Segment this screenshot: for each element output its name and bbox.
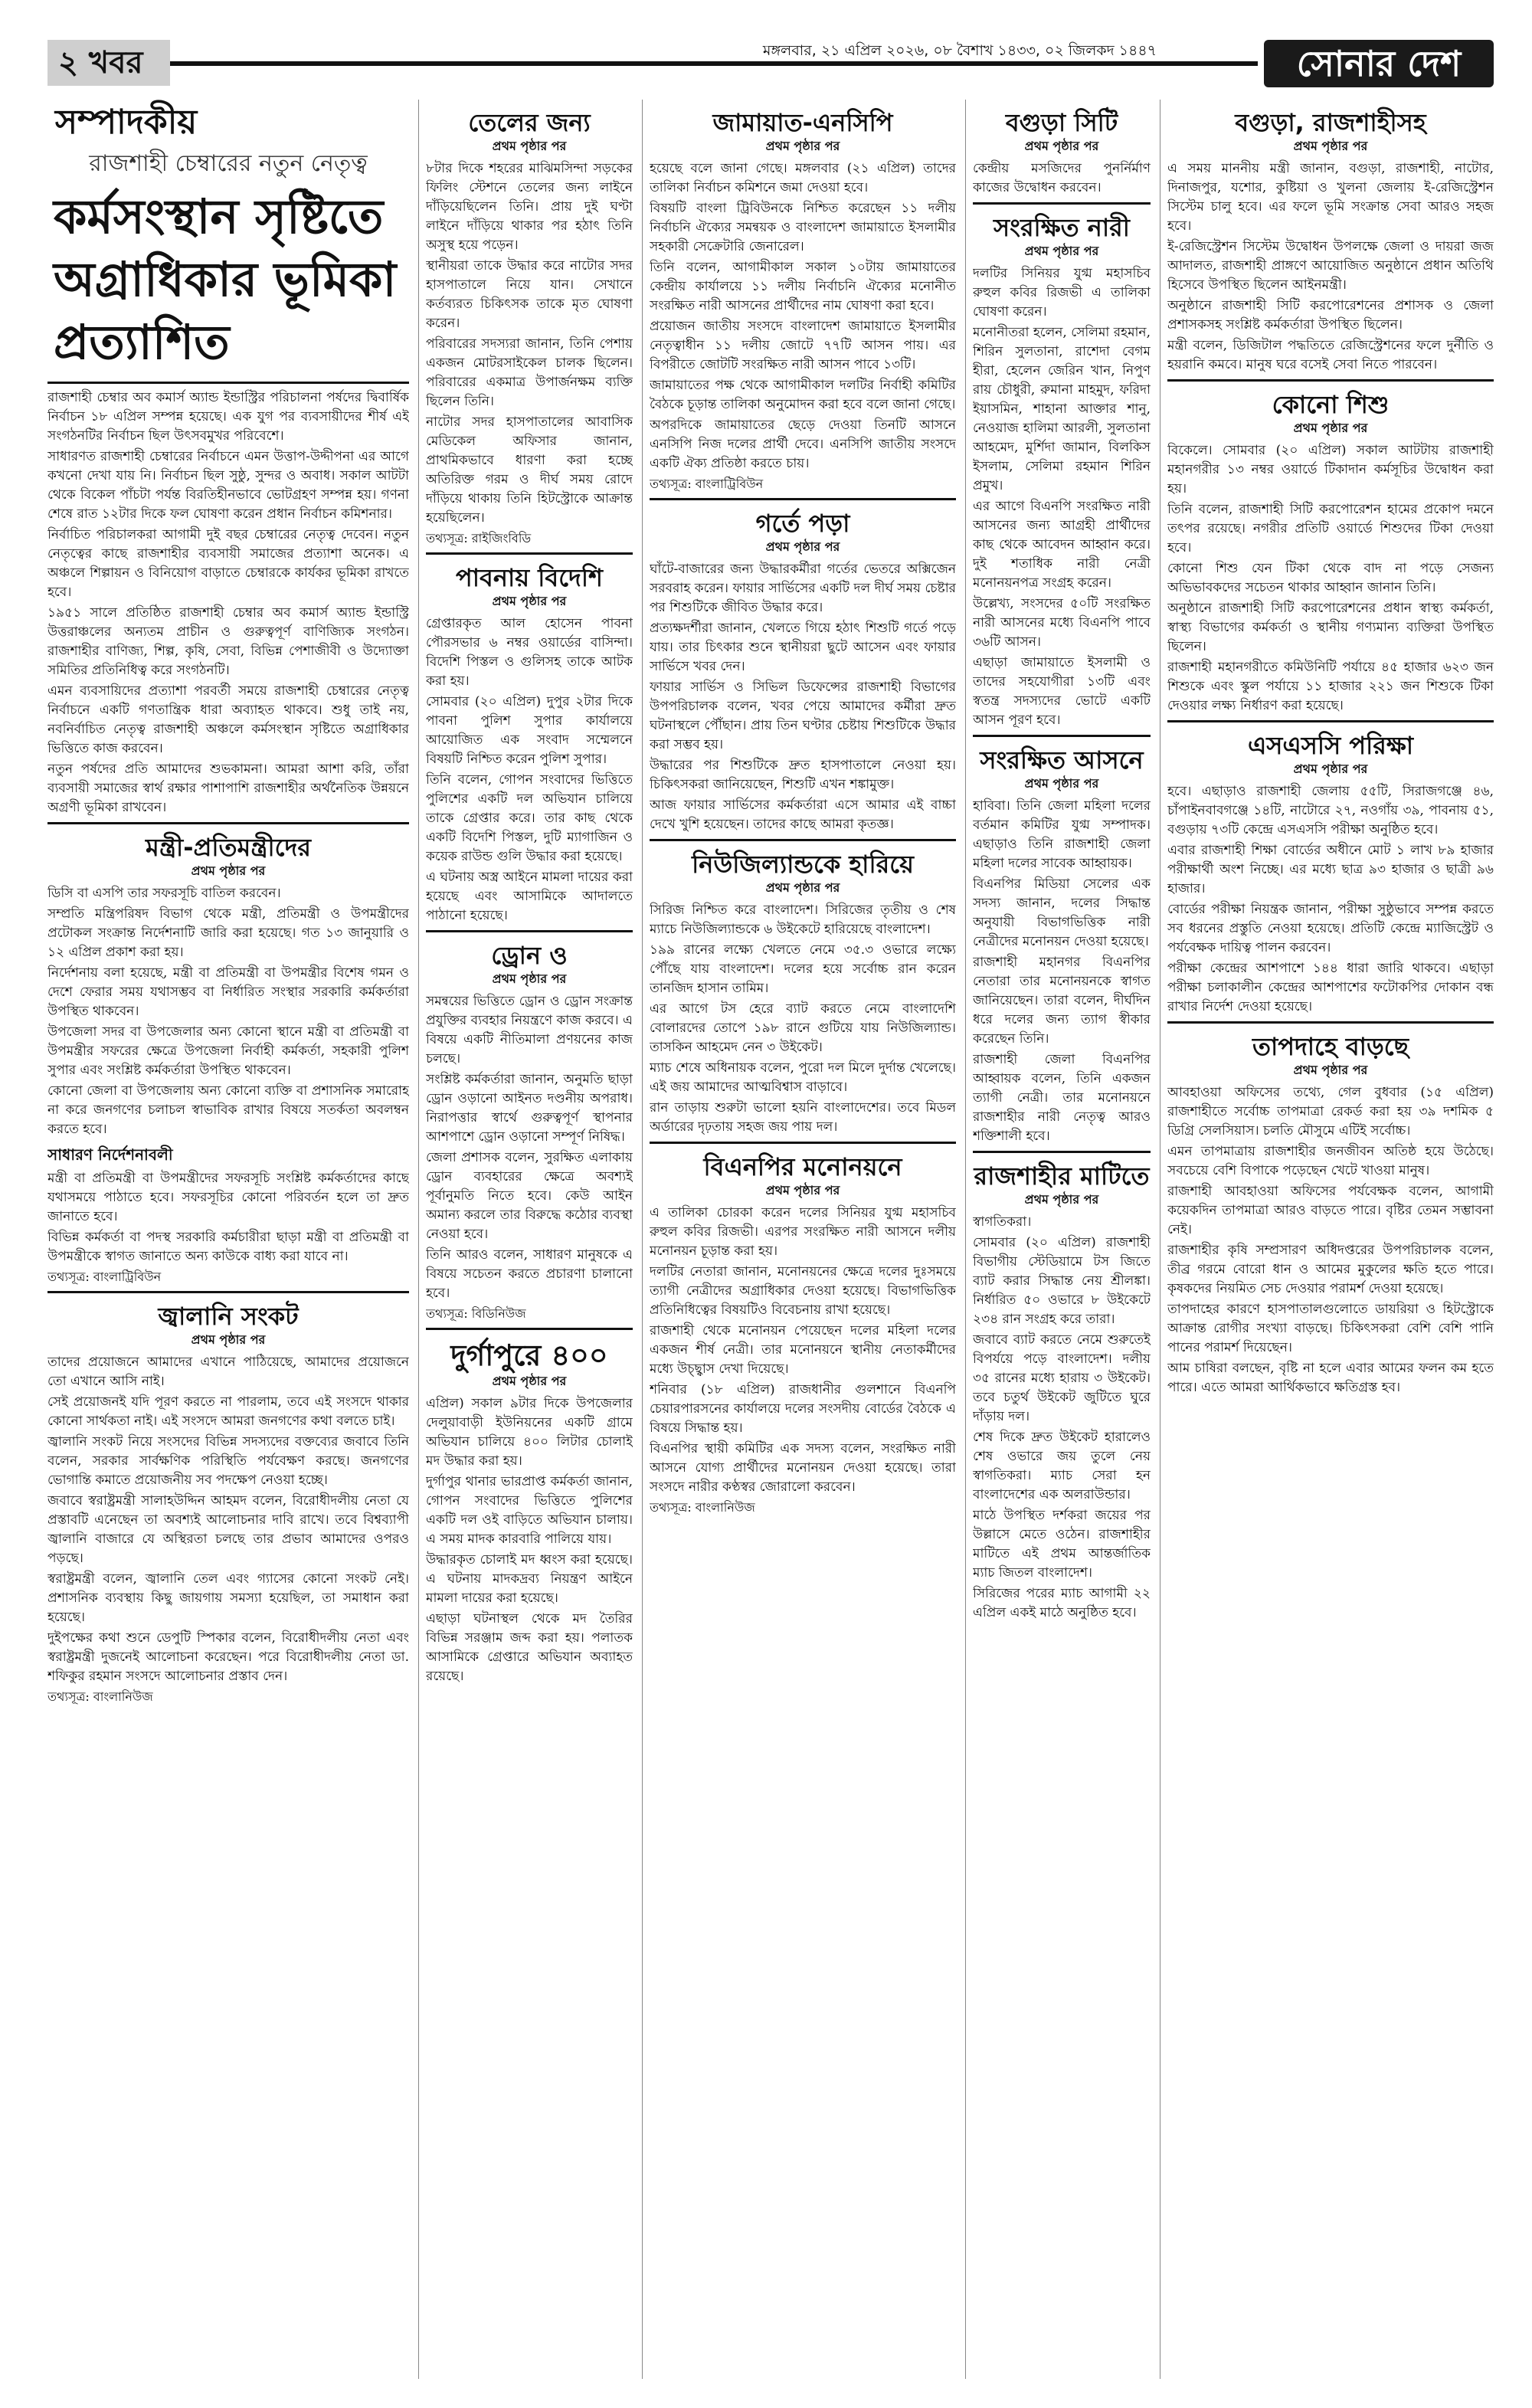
article-bnp-nomination — [650, 1152, 956, 1517]
column-3 — [650, 100, 956, 2383]
editorial-subtitle: রাজশাহী চেম্বারের নতুন নেতৃত্ব — [89, 150, 368, 177]
article-headline: কোনো শিশু — [1272, 390, 1390, 419]
divider — [426, 552, 633, 555]
article-paragraph: রাজশাহী মহানগরীতে কমিউনিটি পর্যায়ে ৪৫ হাজার ৬২৩ জন শিশুকে এবং স্কুল পর্যায়ে ১১ হাজার ২২১ জন শিশুকে টিকা দেওয়ার লক্ষ্য নির্ধারণ করা হয়েছে। — [1167, 660, 1494, 713]
editorial-paragraph: এমন ব্যবসায়িদের প্রত্যাশা পরবর্তী সময়ে রাজশাহী চেম্বারের নেতৃত্ব নির্বাচনে একটি গণতান্ত্রিক ধারা অব্যাহত থাকবে। শুধু তাই নয়, নবনির্বাচিত নেতৃত্ব রাজশাহী অঞ্চলে কর্মসংস্থান সৃষ্টিতে অগ্রাধিকার ভিত্তিতে কাজ করবেন। — [47, 683, 409, 756]
article-ssc-exam — [1167, 730, 1494, 1017]
column-5 — [1167, 100, 1494, 2383]
article-paragraph: আজ ফায়ার সার্ভিসের কর্মকর্তারা এসে আমার এই বাচ্চা দেখে খুশি হয়েছেন। তাদের কাছে আমরা কৃতজ্ঞ। — [650, 798, 956, 832]
article-continuation: প্রথম পৃষ্ঠার পর — [765, 539, 840, 554]
page-header — [47, 40, 1494, 90]
article-paragraph: এছাড়া ঘটনাস্থল থেকে মদ তৈরির বিভিন্ন সরঞ্জাম জব্দ করা হয়। পলাতক আসামিকে গ্রেপ্তারে অভিযান অব্যাহত রয়েছে। — [426, 1611, 633, 1684]
article-paragraph: হবে। এছাড়াও রাজশাহী জেলায় ৫৫টি, সিরাজগঞ্জে ৪৬, চাঁপাইনবাবগঞ্জে ১৪টি, নাটোরে ২৭, নওগাঁয় ৩৯, পাবনায় ৫১, বগুড়ায় ৭৩টি কেন্দ্রে এসএসসি পরীক্ষা অনুষ্ঠিত হবে। — [1167, 784, 1494, 837]
article-paragraph: পরিবারের সদস্যরা জানান, তিনি পেশায় একজন মোটরসাইকেল চালক ছিলেন। পরিবারের একমাত্র উপার্জনক্ষম ব্যক্তি ছিলেন তিনি। — [426, 336, 633, 409]
editorial-paragraph: নতুন পর্ষদের প্রতি আমাদের শুভকামনা। আমরা আশা করি, তাঁরা ব্যবসায়ী সমাজের স্বার্থ রক্ষার পাশাপাশি রাজশাহীর অর্থনৈতিক উন্নয়নে অগ্রণী ভূমিকা রাখবেন। — [47, 762, 409, 815]
article-paragraph: দলটির সিনিয়র যুগ্ম মহাসচিব রুহুল কবির রিজভী এ তালিকা ঘোষণা করেন। — [973, 266, 1151, 319]
article-paragraph: সম্প্রতি মন্ত্রিপরিষদ বিভাগ থেকে মন্ত্রী, প্রতিমন্ত্রী ও উপমন্ত্রীদের প্রটোকল সংক্রান্ত নির্দেশনাটি জারি করা হয়েছে। গত ১৩ জানুয়ারি ও ১২ এপ্রিল প্রকাশ করা হয়। — [47, 906, 409, 960]
divider — [973, 1151, 1151, 1153]
article-paragraph: রাজশাহী জেলা বিএনপির আহ্বায়ক বলেন, তিনি একজন ত্যাগী নেত্রী। তার মনোনয়নে রাজশাহীর নারী নেতৃত্ব আরও শক্তিশালী হবে। — [973, 1052, 1151, 1144]
article-body — [1167, 159, 1494, 375]
article-continuation: প্রথম পৃষ্ঠার পর — [1024, 244, 1099, 258]
article-paragraph: এ ঘটনায় অস্ত্র আইনে মামলা দায়ের করা হয়েছে এবং আসামিকে আদালতে পাঠানো হয়েছে। — [426, 870, 633, 923]
page-number: ২ খবর — [47, 40, 170, 86]
article-continuation: প্রথম পৃষ্ঠার পর — [765, 1183, 840, 1197]
divider — [1167, 720, 1494, 722]
article-reserved-seat — [973, 745, 1151, 1146]
divider — [650, 1142, 956, 1144]
article-continuation: প্রথম পৃষ্ঠার পর — [191, 1332, 266, 1347]
article-paragraph: সিরিজ নিশ্চিত করে বাংলাদেশ। সিরিজের তৃতীয় ও শেষ ম্যাচে নিউজিল্যান্ডকে ৬ উইকেটে হারিয়েছে বাংলাদেশ। — [650, 903, 956, 937]
article-paragraph: তাপদাহের কারণে হাসপাতালগুলোতে ডায়রিয়া ও হিটস্ট্রোকে আক্রান্ত রোগীর সংখ্যা বাড়ছে। চিকিৎসকরা বেশি বেশি পানি পানের পরামর্শ দিয়েছেন। — [1167, 1302, 1494, 1355]
article-jamaat-ncp — [650, 107, 956, 493]
article-body — [426, 614, 633, 926]
article-bogura-rajshahi — [1167, 107, 1494, 375]
article-continuation: প্রথম পৃষ্ঠার পর — [1293, 1063, 1368, 1077]
article-headline: মন্ত্রী-প্রতিমন্ত্রীদের — [146, 833, 311, 862]
editorial-body — [47, 388, 409, 817]
article-body — [973, 264, 1151, 730]
article-continuation: প্রথম পৃষ্ঠার পর — [492, 594, 567, 608]
article-headline: পাবনায় বিদেশি — [456, 563, 603, 592]
divider — [47, 382, 409, 384]
article-body — [650, 560, 956, 834]
article-paragraph: এর আগে টস হেরে ব্যাট করতে নেমে বাংলাদেশি বোলারদের তোপে ১৯৮ রানে গুটিয়ে যায় নিউজিল্যান্ড। তাসকিন আহমেদ নেন ৩ উইকেট। — [650, 1001, 956, 1055]
article-paragraph: তিনি বলেন, রাজশাহী সিটি করপোরেশন হামের প্রকোপ দমনে তৎপর রয়েছে। নগরীর প্রতিটি ওয়ার্ডে শিশুদের টিকা দেওয়া হবে। — [1167, 502, 1494, 555]
article-body — [973, 1213, 1151, 1623]
article-headline: জ্বালানি সংকট — [158, 1302, 299, 1331]
article-continuation: প্রথম পৃষ্ঠার পর — [492, 1374, 567, 1388]
editorial-paragraph: নির্বাচিত পরিচালকরা আগামী দুই বছর চেম্বারের নেতৃত্ব দেবেন। নতুন নেতৃত্বের কাছে রাজশাহীর ব্যবসায়ী সমাজের প্রত্যাশা অনেক। এ অঞ্চলে শিল্পায়ন ও বিনিয়োগ বাড়াতে চেম্বারকে কার্যকর ভূমিকা রাখতে হবে। — [47, 527, 409, 600]
article-paragraph: এবার রাজশাহী শিক্ষা বোর্ডের অধীনে মোট ১ লাখ ৮৯ হাজার পরীক্ষার্থী অংশ নিচ্ছে। এর মধ্যে ছাত্র ৯৩ হাজার ও ছাত্রী ৯৬ হাজার। — [1167, 843, 1494, 896]
article-headline: তাপদাহে বাড়ছে — [1252, 1032, 1409, 1061]
article-paragraph: রান তাড়ায় শুরুটা ভালো হয়নি বাংলাদেশের। তবে মিডল অর্ডারের দৃঢ়তায় সহজ জয় পায় দল। — [650, 1100, 956, 1135]
article-headline: দুর্গাপুরে ৪০০ — [450, 1338, 608, 1372]
article-paragraph: এমন তাপমাত্রায় রাজশাহীর জনজীবন অতিষ্ঠ হয়ে উঠেছে। সবচেয়ে বেশি বিপাকে পড়েছেন খেটে খাওয়া মানুষ। — [1167, 1144, 1494, 1178]
article-continuation: প্রথম পৃষ্ঠার পর — [765, 880, 840, 895]
article-paragraph: রাজশাহী থেকে মনোনয়ন পেয়েছেন দলের মহিলা দলের একজন শীর্ষ নেত্রী। তার মনোনয়নে স্থানীয় নেতাকর্মীদের মধ্যে উচ্ছ্বাস দেখা দিয়েছে। — [650, 1323, 956, 1377]
article-continuation: প্রথম পৃষ্ঠার পর — [1293, 139, 1368, 153]
article-headline: সংরক্ষিত নারী — [994, 213, 1130, 242]
article-paragraph: কোনো জেলা বা উপজেলায় অন্য কোনো ব্যক্তি বা প্রশাসনিক সমারোহ না করে জনগণের চলাচল স্বাভাবিক রাখার বিষয়ে সতর্কতা অবলম্বন করতে হবে। — [47, 1083, 409, 1137]
article-body — [973, 797, 1151, 1146]
article-paragraph: জবাবে ব্যাট করতে নেমে শুরুতেই বিপর্যয়ে পড়ে বাংলাদেশ। দলীয় ৩৫ রানের মধ্যে হারায় ৩ উইকেট। তবে চতুর্থ উইকেট জুটিতে ঘুরে দাঁড়ায় দল। — [973, 1332, 1151, 1424]
article-headline: এসএসসি পরিক্ষা — [1247, 731, 1414, 760]
article-paragraph: প্রয়োজন জাতীয় সংসদে বাংলাদেশ জামায়াতে ইসলামীর নেতৃত্বাধীন ১১ দলীয় জোটে ৭৭টি আসন পায়। এর বিপরীতে জোটটি সংরক্ষিত নারী আসন পাবে ১৩টি। — [650, 319, 956, 372]
divider — [426, 930, 633, 932]
column-4 — [973, 100, 1151, 2383]
editorial-paragraph: রাজশাহী চেম্বার অব কমার্স অ্যান্ড ইন্ডাস্ট্রির পরিচালনা পর্ষদের দ্বিবার্ষিক নির্বাচন ১৮ এপ্রিল সম্পন্ন হয়েছে। এক যুগ পর ব্যবসায়ীদের শীর্ষ এই সংগঠনটির নির্বাচন ছিল উৎসবমুখর পরিবেশে। — [47, 390, 409, 444]
article-paragraph: নির্দেশনায় বলা হয়েছে, মন্ত্রী বা প্রতিমন্ত্রী বা উপমন্ত্রীর বিশেষ গমন ও দেশে ফেরার সময় যথাসম্ভব বা নির্ধারিত সংস্থার সরকারি কর্মকর্তারা উপস্থিত থাকবেন। — [47, 965, 409, 1019]
article-paragraph: ম্যাচ শেষে অধিনায়ক বলেন, পুরো দল মিলে দুর্দান্ত খেলেছে। এই জয় আমাদের আত্মবিশ্বাস বাড়াবে। — [650, 1060, 956, 1095]
article-body — [1167, 441, 1494, 716]
date-line: মঙ্গলবার, ২১ এপ্রিল ২০২৬, ০৮ বৈশাখ ১৪৩৩, ০২ জিলকদ ১৪৪৭ — [476, 40, 1166, 60]
article-headline: বিএনপির মনোনয়নে — [703, 1152, 902, 1181]
divider — [426, 1328, 633, 1330]
article-paragraph: দুর্গাপুর থানার ভারপ্রাপ্ত কর্মকর্তা জানান, গোপন সংবাদের ভিত্তিতে পুলিশের একটি দল ওই বাড়িতে অভিযান চালায়। এ সময় মাদক কারবারি পালিয়ে যায়। — [426, 1474, 633, 1547]
article-paragraph: মন্ত্রী বা প্রতিমন্ত্রী বা উপমন্ত্রীদের সফরসূচি সংশ্লিষ্ট কর্মকর্তাদের কাছে যথাসময়ে পাঠাতে হবে। সফরসূচির কোনো পরিবর্তন হলে তা দ্রুত জানাতে হবে। — [47, 1171, 409, 1224]
divider — [973, 202, 1151, 205]
article-body — [47, 1169, 409, 1266]
article-headline: বগুড়া, রাজশাহীসহ — [1235, 108, 1426, 137]
article-paragraph: মাঠে উপস্থিত দর্শকরা জয়ের পর উল্লাসে মেতে ওঠেন। রাজশাহীর মাটিতে এই প্রথম আন্তর্জাতিক ম্যাচ জিতল বাংলাদেশ। — [973, 1508, 1151, 1581]
article-paragraph: শনিবার (১৮ এপ্রিল) রাজধানীর গুলশানে বিএনপি চেয়ারপারসনের কার্যালয়ে দলের সংসদীয় বোর্ডের বৈঠকে এ বিষয়ে সিদ্ধান্ত হয়। — [650, 1382, 956, 1436]
article-continuation: প্রথম পৃষ্ঠার পর — [1024, 1192, 1099, 1207]
article-paragraph: ফায়ার সার্ভিস ও সিভিল ডিফেন্সের রাজশাহী বিভাগের উপপরিচালক বলেন, খবর পেয়ে আমাদের কর্মীরা দ্রুত ঘটনাস্থলে পৌঁছান। প্রায় তিন ঘণ্টার চেষ্টায় শিশুটিকে উদ্ধার করা সম্ভব হয়। — [650, 680, 956, 752]
article-paragraph: মনোনীতরা হলেন, সেলিমা রহমান, শিরিন সুলতানা, রাশেদা বেগম হীরা, হেলেন জেরিন খান, নিপুণ রায় চৌধুরী, রুমানা মাহমুদ, ফরিদা ইয়াসমিন, শাহানা আক্তার শানু, নেওয়াজ হালিমা আরলী, সুলতানা আহমেদ, মুর্শিদা জামান, বিলকিস ইসলাম, সেলিমা রহমান শিরিন প্রমুখ। — [973, 325, 1151, 493]
article-paragraph: উল্লেখ্য, সংসদের ৫০টি সংরক্ষিত নারী আসনের মধ্যে বিএনপি পাবে ৩৬টি আসন। — [973, 596, 1151, 650]
article-paragraph: এছাড়া জামায়াতে ইসলামী ও তাদের সহযোগীরা ১৩টি এবং স্বতন্ত্র সদস্যদের ভোটে একটি আসন পূরণ হবে। — [973, 655, 1151, 728]
article-paragraph: বোর্ডের পরীক্ষা নিয়ন্ত্রক জানান, পরীক্ষা সুষ্ঠুভাবে সম্পন্ন করতে সব ধরনের প্রস্তুতি নেওয়া হয়েছে। প্রতিটি কেন্দ্রে ম্যাজিস্ট্রেট ও পর্যবেক্ষক দায়িত্ব পালন করবেন। — [1167, 902, 1494, 955]
article-headline: নিউজিল্যান্ডকে হারিয়ে — [692, 850, 914, 879]
article-headline: বগুড়া সিটি — [1005, 108, 1118, 137]
article-headline: গর্তে পড়া — [755, 509, 850, 538]
article-paragraph: আম চাষিরা বলছেন, বৃষ্টি না হলে এবার আমের ফলন কম হতে পারে। এতে আমরা আর্থিকভাবে ক্ষতিগ্রস্ত হব। — [1167, 1361, 1494, 1395]
article-paragraph: গ্রেপ্তারকৃত আল হোসেন পাবনা পৌরসভার ৬ নম্বর ওয়ার্ডের বাসিন্দা। বিদেশি পিস্তল ও গুলিসহ তাকে আটক করা হয়। — [426, 616, 633, 689]
masthead-logo: সোনার দেশ — [1264, 40, 1494, 87]
article-paragraph: ১৯৯ রানের লক্ষ্যে খেলতে নেমে ৩৫.৩ ওভারে লক্ষ্যে পৌঁছে যায় বাংলাদেশ। দলের হয়ে সর্বোচ্চ রান করেন তানজিদ হাসান তামিম। — [650, 942, 956, 996]
article-continuation: প্রথম পৃষ্ঠার পর — [492, 971, 567, 986]
article-continuation: প্রথম পৃষ্ঠার পর — [1024, 139, 1099, 153]
article-body — [426, 159, 633, 528]
article-body — [973, 159, 1151, 198]
article-heatwave — [1167, 1031, 1494, 1397]
article-paragraph: বিষয়টি বাংলা ট্রিবিউনকে নিশ্চিত করেছেন ১১ দলীয় নির্বাচনি ঐক্যের সমন্বয়ক ও বাংলাদেশ জামায়াতে ইসলামীর সহকারী সেক্রেটারি জেনারেল। — [650, 201, 956, 254]
article-paragraph: বিএনপির মিডিয়া সেলের এক সদস্য জানান, দলের সিদ্ধান্ত অনুযায়ী বিভাগভিত্তিক নারী নেত্রীদের মনোনয়ন দেওয়া হয়েছে। — [973, 876, 1151, 949]
article-continuation: প্রথম পৃষ্ঠার পর — [1024, 776, 1099, 791]
column-2 — [426, 100, 633, 2383]
article-paragraph: রাজশাহী আবহাওয়া অফিসের পর্যবেক্ষক বলেন, আগামী কয়েকদিন তাপমাত্রা আরও বাড়তে পারে। বৃষ্টির তেমন সম্ভাবনা নেই। — [1167, 1184, 1494, 1237]
article-source: তথ্যসূত্র: বাংলাট্রিবিউন — [47, 1270, 162, 1284]
article-paragraph: জবাবে স্বরাষ্ট্রমন্ত্রী সালাহউদ্দিন আহমদ বলেন, বিরোধীদলীয় নেতা যে প্রস্তাবটি এনেছেন তা অবশ্যই আলোচনার দাবি রাখে। তবে বিশ্বব্যাপী জ্বালানি বাজারে যে অস্থিরতা চলছে তার প্রভাব আমাদের ওপরও পড়ছে। — [47, 1493, 409, 1566]
article-body — [47, 884, 409, 1139]
article-headline: সংরক্ষিত আসনে — [980, 745, 1144, 775]
divider — [1167, 1021, 1494, 1024]
article-body — [426, 992, 633, 1303]
article-paragraph: বিকেলে। সোমবার (২০ এপ্রিল) সকাল আটটায় রাজশাহী মহানগরীর ১৩ নম্বর ওয়ার্ডে টিকাদান কর্মসূচির উদ্বোধন করা হয়। — [1167, 443, 1494, 496]
article-source: তথ্যসূত্র: রাইজিংবিডি — [426, 531, 532, 545]
article-paragraph: এ তালিকা চোরকা করেন দলের সিনিয়র যুগ্ম মহাসচিব রুহুল কবির রিজভী। এরপর সংরক্ষিত নারী আসনে দলীয় মনোনয়ন চূড়ান্ত করা হয়। — [650, 1205, 956, 1259]
article-body — [650, 901, 956, 1137]
divider — [47, 822, 409, 824]
article-paragraph: মন্ত্রী বলেন, ডিজিটাল পদ্ধতিতে রেজিস্ট্রেশনের ফলে দুর্নীতি ও হয়রানি কমবে। মানুষ ঘরে বসেই সেবা নিতে পারবেন। — [1167, 338, 1494, 372]
article-drone — [426, 940, 633, 1323]
article-paragraph: তিনি বলেন, গোপন সংবাদের ভিত্তিতে পুলিশের একটি দল অভিযান চালিয়ে তাকে গ্রেপ্তার করে। তার কাছ থেকে একটি বিদেশি পিস্তল, দুটি ম্যাগাজিন ও কয়েক রাউন্ড গুলি উদ্ধার করা হয়েছে। — [426, 772, 633, 864]
article-continuation: প্রথম পৃষ্ঠার পর — [492, 139, 567, 153]
article-paragraph: সংশ্লিষ্ট কর্মকর্তারা জানান, অনুমতি ছাড়া ড্রোন ওড়ানো আইনত দণ্ডনীয় অপরাধ। নিরাপত্তার স্বার্থে গুরুত্বপূর্ণ স্থাপনার আশপাশে ড্রোন ওড়ানো সম্পূর্ণ নিষিদ্ধ। — [426, 1072, 633, 1145]
article-paragraph: স্বাগতিকরা। — [973, 1214, 1032, 1230]
divider — [1167, 379, 1494, 382]
article-paragraph: তিনি আরও বলেন, সাধারণ মানুষকে এ বিষয়ে সচেতন করতে প্রচারণা চালানো হবে। — [426, 1247, 633, 1301]
article-source: তথ্যসূত্র: বাংলাট্রিবিউন — [650, 477, 764, 491]
article-paragraph: রাজশাহীর কৃষি সম্প্রসারণ অধিদপ্তরের উপপরিচালক বলেন, তীব্র গরমে বোরো ধান ও আমের মুকুলের ক্ষতি হতে পারে। কৃষকদের নিয়মিত সেচ দেওয়ার পরামর্শ দেওয়া হয়েছে। — [1167, 1243, 1494, 1296]
article-body — [650, 1204, 956, 1497]
article-paragraph: কেন্দ্রীয় মসজিদের পুনর্নির্মাণ কাজের উদ্বোধন করবেন। — [973, 161, 1151, 195]
article-paragraph: বিভিন্ন কর্মকর্তা বা পদস্থ সরকারি কর্মচারীরা ছাড়া মন্ত্রী বা প্রতিমন্ত্রী বা উপমন্ত্রীকে স্বাগত জানাতে অন্য কাউকে বাধ্য করা যাবে না। — [47, 1230, 409, 1264]
article-paragraph: শেষ দিকে দ্রুত উইকেট হারালেও শেষ ওভারে জয় তুলে নেয় স্বাগতিকরা। ম্যাচ সেরা হন বাংলাদেশের এক অলরাউন্ডার। — [973, 1430, 1151, 1502]
article-fuel-queue — [426, 107, 633, 548]
article-paragraph: ডিসি বা এসপি তার সফরসূচি বাতিল করবেন। — [47, 886, 281, 901]
article-source: তথ্যসূত্র: বাংলানিউজ — [47, 1689, 153, 1704]
article-body — [650, 159, 956, 473]
article-paragraph: দলটির নেতারা জানান, মনোনয়নের ক্ষেত্রে দলের দুঃসময়ে ত্যাগী নেত্রীদের অগ্রাধিকার দেওয়া হয়েছে। বিভাগভিত্তিক প্রতিনিধিত্বের বিষয়টিও বিবেচনায় রাখা হয়েছে। — [650, 1264, 956, 1318]
article-headline: জামায়াত-এনসিপি — [712, 108, 893, 137]
article-durgapur — [426, 1338, 633, 1686]
article-paragraph: ৮টার দিকে শহরের মাঝিমসিন্দা সড়কের ফিলিং স্টেশনে তেলের জন্য লাইনে দাঁড়িয়েছিলেন তিনি। প্রায় দুই ঘণ্টা লাইনে দাঁড়িয়ে থাকার পর হঠাৎ তিনি অসুস্থ হয়ে পড়েন। — [426, 161, 633, 253]
article-paragraph: উদ্ধারের পর শিশুটিকে দ্রুত হাসপাতালে নেওয়া হয়। চিকিৎসকরা জানিয়েছেন, শিশুটি এখন শঙ্কামুক্ত। — [650, 758, 956, 792]
article-paragraph: বিএনপির স্থায়ী কমিটির এক সদস্য বলেন, সংরক্ষিত নারী আসনে যোগ্য প্রার্থীদের মনোনয়ন দেওয়া হয়েছে। তারা সংসদে নারীর কণ্ঠস্বর জোরালো করবেন। — [650, 1441, 956, 1495]
article-pit-fall — [650, 508, 956, 834]
column-rule — [418, 100, 419, 2379]
article-headline: ড্রোন ও — [491, 941, 568, 970]
article-paragraph: স্বরাষ্ট্রমন্ত্রী বলেন, জ্বালানি তেল এবং গ্যাসের কোনো সংকট নেই। প্রশাসনিক ব্যবস্থায় কিছু জায়গায় সমস্যা হয়েছিল, তা সমাধান করা হয়েছে। — [47, 1571, 409, 1625]
article-section-label: সাধারণ নির্দেশনাবলী — [47, 1145, 173, 1164]
article-paragraph: অপরদিকে জামায়াতের ছেড়ে দেওয়া তিনটি আসনে এনসিপি নিজ দলের প্রার্থী দেবে। এনসিপি জাতীয় সংসদে একটি ঐক্য প্রতিষ্ঠা করতে চায়। — [650, 418, 956, 471]
article-headline: রাজশাহীর মাটিতে — [974, 1161, 1150, 1191]
article-paragraph: সোমবার (২০ এপ্রিল) রাজশাহী বিভাগীয় স্টেডিয়ামে টস জিতে ব্যাট করার সিদ্ধান্ত নেয় শ্রীলঙ্কা। নির্ধারিত ৫০ ওভারে ৮ উইকেটে ২৩৪ রান সংগ্রহ করে তারা। — [973, 1235, 1151, 1327]
article-paragraph: অনুষ্ঠানে রাজশাহী সিটি করপোরেশনের প্রশাসক ও জেলা প্রশাসকসহ সংশ্লিষ্ট কর্মকর্তারা উপস্থিত ছিলেন। — [1167, 298, 1494, 333]
column-rule — [965, 100, 966, 2379]
article-source: তথ্যসূত্র: বিডিনিউজ — [426, 1306, 526, 1321]
editorial-section-label: সম্পাদকীয় — [55, 103, 198, 142]
editorial-title: কর্মসংস্থান সৃষ্টিতে অগ্রাধিকার ভূমিকা প্রত্যাশিত — [54, 188, 397, 370]
column-rule — [642, 100, 643, 2379]
header-rule — [170, 61, 1258, 66]
article-paragraph: অনুষ্ঠানে রাজশাহী সিটি করপোরেশনের প্রধান স্বাস্থ্য কর্মকর্তা, স্বাস্থ্য বিভাগের কর্মকর্তা ও স্থানীয় গণ্যমান্য ব্যক্তিরা উপস্থিত ছিলেন। — [1167, 601, 1494, 654]
article-paragraph: সেই প্রয়োজনই যদি পূরণ করতে না পারলাম, তবে এই সংসদে থাকার কোনো সার্থকতা নাই। এই সংসদে আমরা জনগণের কথা বলতে চাই। — [47, 1394, 409, 1429]
editorial-box — [47, 100, 409, 817]
article-headline: তেলের জন্য — [468, 108, 591, 137]
article-paragraph: জেলা প্রশাসক বলেন, সুরক্ষিত এলাকায় ড্রোন ব্যবহারের ক্ষেত্রে অবশ্যই পূর্বানুমতি নিতে হবে। কেউ আইন অমান্য করলে তার বিরুদ্ধে কঠোর ব্যবস্থা নেওয়া হবে। — [426, 1150, 633, 1242]
article-paragraph: তাদের প্রয়োজনে আমাদের এখানে পাঠিয়েছে, আমাদের প্রয়োজনে তো এখানে আসি নাই। — [47, 1355, 409, 1389]
article-paragraph: সোমবার (২০ এপ্রিল) দুপুর ২টার দিকে পাবনা পুলিশ সুপার কার্যালয়ে আয়োজিত এক সংবাদ সম্মেলনে বিষয়টি নিশ্চিত করেন পুলিশ সুপার। — [426, 694, 633, 767]
article-continuation: প্রথম পৃষ্ঠার পর — [191, 863, 266, 878]
article-body — [1167, 782, 1494, 1017]
editorial-paragraph: ১৯৫১ সালে প্রতিষ্ঠিত রাজশাহী চেম্বার অব কমার্স অ্যান্ড ইন্ডাস্ট্রি উত্তরাঞ্চলের অন্যতম প্রাচীন ও গুরুত্বপূর্ণ বাণিজ্যিক সংগঠন। রাজশাহীর বাণিজ্য, শিল্প, কৃষি, সেবা, বিভিন্ন পেশাজীবী ও উদ্যোক্তা সমিতির প্রতিনিধিত্ব করে সংগঠনটি। — [47, 605, 409, 678]
article-paragraph: সমন্বয়ের ভিত্তিতে ড্রোন ও ড্রোন সংক্রান্ত প্রযুক্তির ব্যবহার নিয়ন্ত্রণে কাজ করবে। এ বিষয়ে একটি নীতিমালা প্রণয়নের কাজ চলছে। — [426, 994, 633, 1066]
article-body — [426, 1394, 633, 1686]
article-paragraph: দুইপক্ষের কথা শুনে ডেপুটি স্পিকার বলেন, বিরোধীদলীয় নেতা এবং স্বরাষ্ট্রমন্ত্রী দুজনেই আলোচনা করেছেন। পরে বিরোধীদলীয় নেতা ডা. শফিকুর রহমান সংসদে আলোচনার প্রস্তাব দেন। — [47, 1630, 409, 1684]
article-paragraph: জামায়াতের পক্ষ থেকে আগামীকাল দলটির নির্বাহী কমিটির বৈঠকে চূড়ান্ত তালিকা অনুমোদন করা হবে বলে জানা গেছে। — [650, 378, 956, 412]
article-rajshahi-soil — [973, 1161, 1151, 1623]
article-body — [1167, 1083, 1494, 1397]
article-paragraph: আবহাওয়া অফিসের তথ্যে, গেল বুধবার (১৫ এপ্রিল) রাজশাহীতে সর্বোচ্চ তাপমাত্রা রেকর্ড করা হয় ৩৯ দশমিক ৫ ডিগ্রি সেলসিয়াস। চলতি মৌসুমে এটিই সর্বোচ্চ। — [1167, 1085, 1494, 1138]
article-paragraph: কোনো শিশু যেন টিকা থেকে বাদ না পড়ে সেজন্য অভিভাবকদের সচেতন থাকার আহ্বান জানান তিনি। — [1167, 561, 1494, 595]
article-paragraph: উদ্ধারকৃত চোলাই মদ ধ্বংস করা হয়েছে। এ ঘটনায় মাদকদ্রব্য নিয়ন্ত্রণ আইনে মামলা দায়ের করা হয়েছে। — [426, 1552, 633, 1606]
article-paragraph: তিনি বলেন, আগামীকাল সকাল ১০টায় জামায়াতের কেন্দ্রীয় কার্যালয়ে ১১ দলীয় নির্বাচনি ঐক্যের মনোনীত সংরক্ষিত নারী আসনের প্রার্থীদের নাম ঘোষণা করা হবে। — [650, 260, 956, 313]
article-paragraph: এর আগে বিএনপি সংরক্ষিত নারী আসনের জন্য আগ্রহী প্রার্থীদের কাছ থেকে আবেদন আহ্বান করে। দুই শতাধিক নারী নেত্রী মনোনয়নপত্র সংগ্রহ করেন। — [973, 499, 1151, 591]
article-fuel-crisis — [47, 1301, 409, 1706]
divider — [47, 1291, 409, 1293]
article-paragraph: রাজশাহী মহানগর বিএনপির নেতারা তার মনোনয়নকে স্বাগত জানিয়েছেন। তারা বলেন, দীর্ঘদিন ধরে দলের জন্য ত্যাগ স্বীকার করেছেন তিনি। — [973, 955, 1151, 1047]
article-reserved-women — [973, 212, 1151, 730]
article-paragraph: হাবিবা। তিনি জেলা মহিলা দলের বর্তমান কমিটির যুগ্ম সম্পাদক। এছাড়াও তিনি রাজশাহী জেলা মহিলা দলের সাবেক আহ্বায়ক। — [973, 798, 1151, 871]
article-bogura-city — [973, 107, 1151, 198]
article-paragraph: জ্বালানি সংকট নিয়ে সংসদের বিভিন্ন সদস্যদের বক্তব্যের জবাবে তিনি বলেন, সরকার সার্বক্ষণিক পরিস্থিতি পর্যবেক্ষণ করছে। জনগণের ভোগান্তি কমাতে প্রয়োজনীয় সব পদক্ষেপ নেওয়া হচ্ছে। — [47, 1434, 409, 1488]
article-paragraph: এপ্রিল) সকাল ৯টার দিকে উপজেলার দেলুয়াবাড়ী ইউনিয়নের একটি গ্রামে অভিযান চালিয়ে ৪০০ লিটার চোলাই মদ উদ্ধার করা হয়। — [426, 1396, 633, 1469]
article-continuation: প্রথম পৃষ্ঠার পর — [1293, 762, 1368, 776]
article-paragraph: নাটোর সদর হাসপাতালের আবাসিক মেডিকেল অফিসার জানান, প্রাথমিকভাবে ধারণা করা হচ্ছে অতিরিক্ত গরম ও দীর্ঘ সময় রোদে দাঁড়িয়ে থাকায় তিনি হিটস্ট্রোকে আক্রান্ত হয়েছিলেন। — [426, 414, 633, 526]
article-continuation: প্রথম পৃষ্ঠার পর — [1293, 421, 1368, 435]
article-pabna — [426, 562, 633, 926]
editorial-paragraph: সাধারণত রাজশাহী চেম্বারের নির্বাচনে এমন উত্তাপ-উদ্দীপনা এর আগে কখনো দেখা যায় নি। নির্বাচন ছিল সুষ্ঠু, সুন্দর ও অবাধ। সকাল আটটা থেকে বিকেল পাঁচটা পর্যন্ত বিরতিহীনভাবে ভোটগ্রহণ সম্পন্ন হয়। গণনা শেষে রাত ১২টার দিকে ফল ঘোষণা করেন প্রধান নির্বাচন কমিশনার। — [47, 449, 409, 522]
article-ministers — [47, 832, 409, 1286]
article-paragraph: প্রত্যক্ষদর্শীরা জানান, খেলতে গিয়ে হঠাৎ শিশুটি গর্তে পড়ে যায়। তার চিৎকার শুনে স্থানীয়রা ছুটে আসেন এবং ফায়ার সার্ভিসে খবর দেন। — [650, 621, 956, 674]
divider — [650, 839, 956, 841]
article-paragraph: উপজেলা সদর বা উপজেলার অন্য কোনো স্থানে মন্ত্রী বা প্রতিমন্ত্রী বা উপমন্ত্রীর সফরের ক্ষেত্রে উপজেলা নির্বাহী কর্মকর্তা, সহকারী পুলিশ সুপার এবং সংশ্লিষ্ট কর্মকর্তারা উপস্থিত থাকবেন। — [47, 1024, 409, 1078]
divider — [650, 498, 956, 500]
article-continuation: প্রথম পৃষ্ঠার পর — [765, 139, 840, 153]
column-1 — [47, 100, 409, 2383]
article-no-child — [1167, 389, 1494, 716]
article-paragraph: ঘাঁটে-বাজারের জন্য উদ্ধারকর্মীরা গর্তের ভেতরে অক্সিজেন সরবরাহ করেন। ফায়ার সার্ভিসের একটি দল দীর্ঘ সময় চেষ্টার পর শিশুটিকে জীবিত উদ্ধার করে। — [650, 562, 956, 615]
article-paragraph: এ সময় মাননীয় মন্ত্রী জানান, বগুড়া, রাজশাহী, নাটোর, দিনাজপুর, যশোর, কুষ্টিয়া ও খুলনা জেলায় ই-রেজিস্ট্রেশন সিস্টেম চালু হবে। এর ফলে ভূমি সংক্রান্ত সেবা আরও সহজ হবে। — [1167, 161, 1494, 234]
article-newzealand — [650, 849, 956, 1137]
article-paragraph: ই-রেজিস্ট্রেশন সিস্টেম উদ্বোধন উপলক্ষে জেলা ও দায়রা জজ আদালত, রাজশাহী প্রাঙ্গণে আয়োজিত অনুষ্ঠানে প্রধান অতিথি হিসেবে উপস্থিত ছিলেন আইনমন্ত্রী। — [1167, 239, 1494, 293]
article-paragraph: হয়েছে বলে জানা গেছে। মঙ্গলবার (২১ এপ্রিল) তাদের তালিকা নির্বাচন কমিশনে জমা দেওয়া হবে। — [650, 161, 956, 195]
article-paragraph: স্থানীয়রা তাকে উদ্ধার করে নাটোর সদর হাসপাতালে নিয়ে যান। সেখানে কর্তব্যরত চিকিৎসক তাকে মৃত ঘোষণা করেন। — [426, 258, 633, 331]
article-paragraph: সিরিজের পরের ম্যাচ আগামী ২২ এপ্রিল একই মাঠে অনুষ্ঠিত হবে। — [973, 1586, 1151, 1620]
article-source: তথ্যসূত্র: বাংলানিউজ — [650, 1500, 755, 1515]
article-body — [47, 1353, 409, 1686]
article-paragraph: পরীক্ষা কেন্দ্রের আশপাশে ১৪৪ ধারা জারি থাকবে। এছাড়া পরীক্ষা চলাকালীন কেন্দ্রের আশপাশের ফটোকপির দোকান বন্ধ রাখার নির্দেশ দেওয়া হয়েছে। — [1167, 961, 1494, 1014]
divider — [973, 735, 1151, 737]
